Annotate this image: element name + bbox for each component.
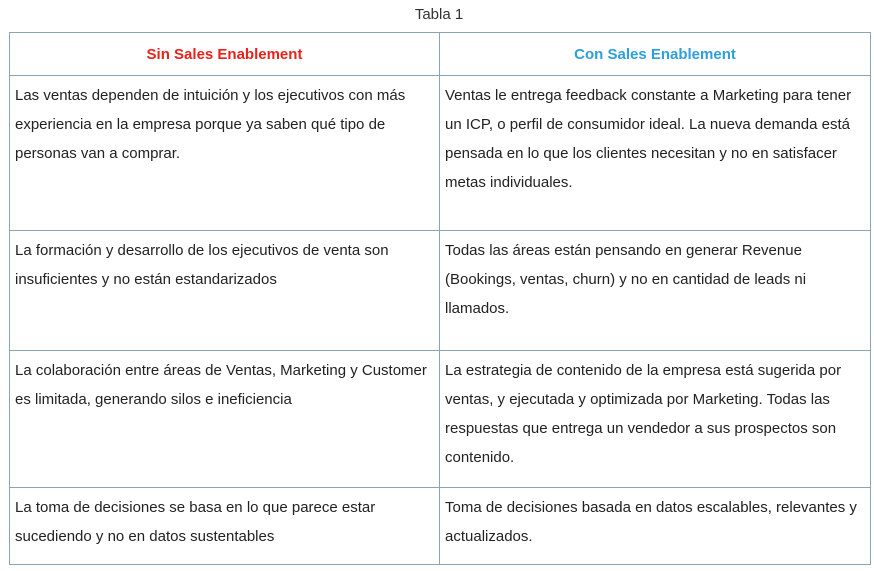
cell-con	[440, 76, 871, 231]
cell-text: Las ventas dependen de intuición y los ejecutivos con más experiencia en la empresa porque ya saben qué tipo de personas van a comprar.	[15, 87, 406, 162]
cell-sin	[10, 76, 440, 231]
cell-sin	[10, 351, 440, 488]
cell-text: La formación y desarrollo de los ejecutivos de venta son insuficientes y no están estandarizados	[15, 242, 389, 288]
cell-con	[440, 488, 871, 565]
table-caption: Tabla 1	[414, 6, 464, 23]
header-sin-sales-enablement: Sin Sales Enablement	[10, 33, 440, 76]
cell-sin	[10, 231, 440, 351]
table-row	[10, 351, 871, 488]
comparison-table	[9, 32, 871, 565]
cell-text: Ventas le entrega feedback constante a Marketing para tener un ICP, o perfil de consumidor ideal. La nueva demanda está pensada en lo que los clientes necesitan y no en satisfacer metas individuales.	[445, 87, 852, 191]
table-row	[10, 231, 871, 351]
cell-text: La colaboración entre áreas de Ventas, Marketing y Customer es limitada, generando silos e ineficiencia	[15, 362, 427, 408]
cell-sin	[10, 488, 440, 565]
table-row	[10, 76, 871, 231]
cell-text: Todas las áreas están pensando en generar Revenue (Bookings, ventas, churn) y no en cantidad de leads ni llamados.	[445, 242, 807, 317]
header-con-sales-enablement: Con Sales Enablement	[440, 33, 871, 76]
table-row	[10, 488, 871, 565]
header-row	[10, 33, 871, 76]
cell-con	[440, 351, 871, 488]
cell-text: La toma de decisiones se basa en lo que parece estar sucediendo y no en datos sustentables	[15, 499, 376, 545]
cell-text: Toma de decisiones basada en datos escalables, relevantes y actualizados.	[445, 499, 857, 545]
cell-text: La estrategia de contenido de la empresa está sugerida por ventas, y ejecutada y optimizada por Marketing. Todas las respuestas que entrega un vendedor a sus prospectos son contenido.	[445, 362, 842, 466]
cell-con	[440, 231, 871, 351]
